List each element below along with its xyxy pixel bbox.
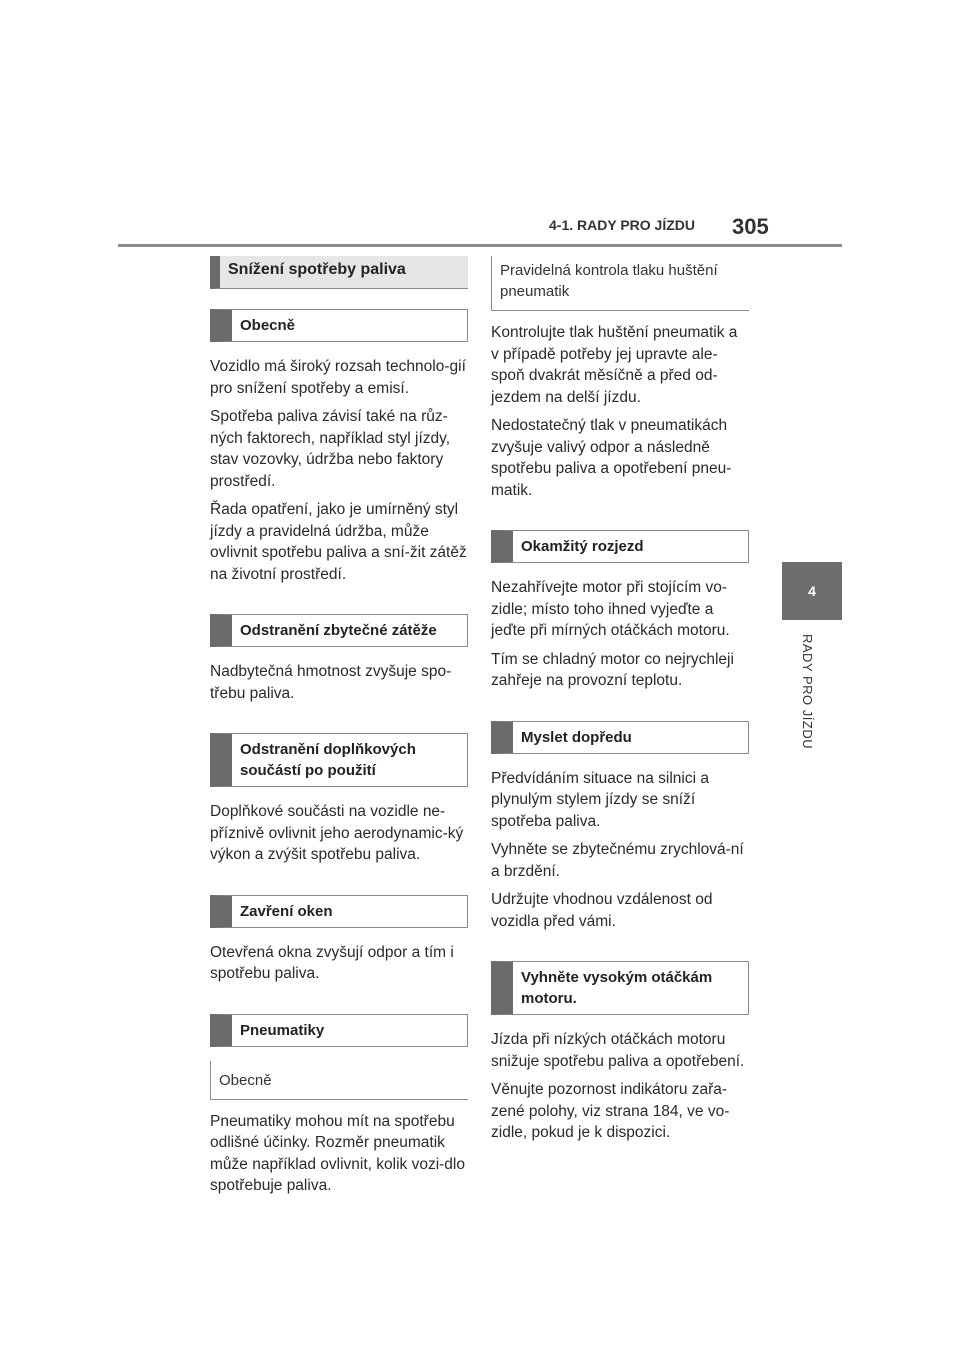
subheading-tyre-pressure: Pravidelná kontrola tlaku huštění pneumatik xyxy=(491,256,749,311)
chapter-tab xyxy=(782,562,842,620)
section-title: Snížení spotřeby paliva xyxy=(210,256,468,289)
paragraph: Vyhněte se zbytečnému zrychlová-ní a brzdění. xyxy=(491,841,744,880)
running-header-section: 4-1. RADY PRO JÍZDU xyxy=(549,217,695,233)
paragraph: Kontrolujte tlak huštění pneumatik a v případě potřeby jej upravte ale-spoň dvakrát měsíčně a před od-jezdem na delší jízdu. xyxy=(491,324,738,406)
paragraph: Vozidlo má široký rozsah technolo-gií pro snížení spotřeby a emisí. xyxy=(210,358,466,397)
paragraph: Věnujte pozornost indikátoru zařa-zené polohy, viz strana 184, ve vo-zidle, pokud je k dispozici. xyxy=(491,1081,730,1141)
paragraph: Nezahřívejte motor při stojícím vo-zidle; místo toho ihned vyjeďte a jeďte při mírných otáčkách motoru. xyxy=(491,579,730,639)
chapter-number: 4 xyxy=(808,583,816,599)
paragraph: Spotřeba paliva závisí také na růz-ných faktorech, například styl jízdy, stav vozovky, údržba nebo faktory prostředí. xyxy=(210,408,451,490)
paragraph: Otevřená okna zvyšují odpor a tím i spotřebu paliva. xyxy=(210,943,454,982)
paragraph: Řada opatření, jako je umírněný styl jízdy a pravidelná údržba, může ovlivnit spotřebu paliva a sní-žit zátěž na životní prostředí. xyxy=(210,501,467,583)
page-number: 305 xyxy=(732,214,769,239)
heading-think-ahead: Myslet dopředu xyxy=(491,721,749,754)
heading-close-windows: Zavření oken xyxy=(210,895,468,928)
header-rule xyxy=(118,244,842,247)
heading-remove-load: Odstranění zbytečné zátěže xyxy=(210,614,468,647)
paragraph: Doplňkové součásti na vozidle ne-příznivě ovlivnit jeho aerodynamic-ký výkon a zvýšit spotřebu paliva. xyxy=(210,803,464,863)
paragraph: Pneumatiky mohou mít na spotřebu odlišné účinky. Rozměr pneumatik může například ovlivnit, kolik vozi-dlo spotřebuje paliva. xyxy=(210,1112,465,1194)
chapter-side-title: RADY PRO JÍZDU xyxy=(800,634,815,750)
heading-avoid-high-rpm: Vyhněte vysokým otáčkám motoru. xyxy=(491,961,749,1015)
paragraph: Jízda při nízkých otáčkách motoru snižuje spotřebu paliva a opotřebení. xyxy=(491,1031,745,1070)
paragraph: Udržujte vhodnou vzdálenost od vozidla před vámi. xyxy=(491,891,713,930)
heading-immediate-start: Okamžitý rozjezd xyxy=(491,530,749,563)
paragraph: Tím se chladný motor co nejrychleji zahřeje na provozní teplotu. xyxy=(491,650,734,689)
heading-general: Obecně xyxy=(210,309,468,342)
paragraph: Nadbytečná hmotnost zvyšuje spo-třebu paliva. xyxy=(210,663,452,702)
left-column xyxy=(210,256,468,1204)
heading-tyres: Pneumatiky xyxy=(210,1014,468,1047)
paragraph: Nedostatečný tlak v pneumatikách zvyšuje valivý odpor a následně spotřebu paliva a opotřebení pneu-matik. xyxy=(491,417,732,499)
subheading-tyres-general: Obecně xyxy=(210,1061,468,1100)
right-column xyxy=(491,256,749,1151)
paragraph: Předvídáním situace na silnici a plynulým stylem jízdy se sníží spotřeba paliva. xyxy=(491,769,709,830)
heading-remove-parts: Odstranění doplňkových součástí po použití xyxy=(210,733,468,787)
